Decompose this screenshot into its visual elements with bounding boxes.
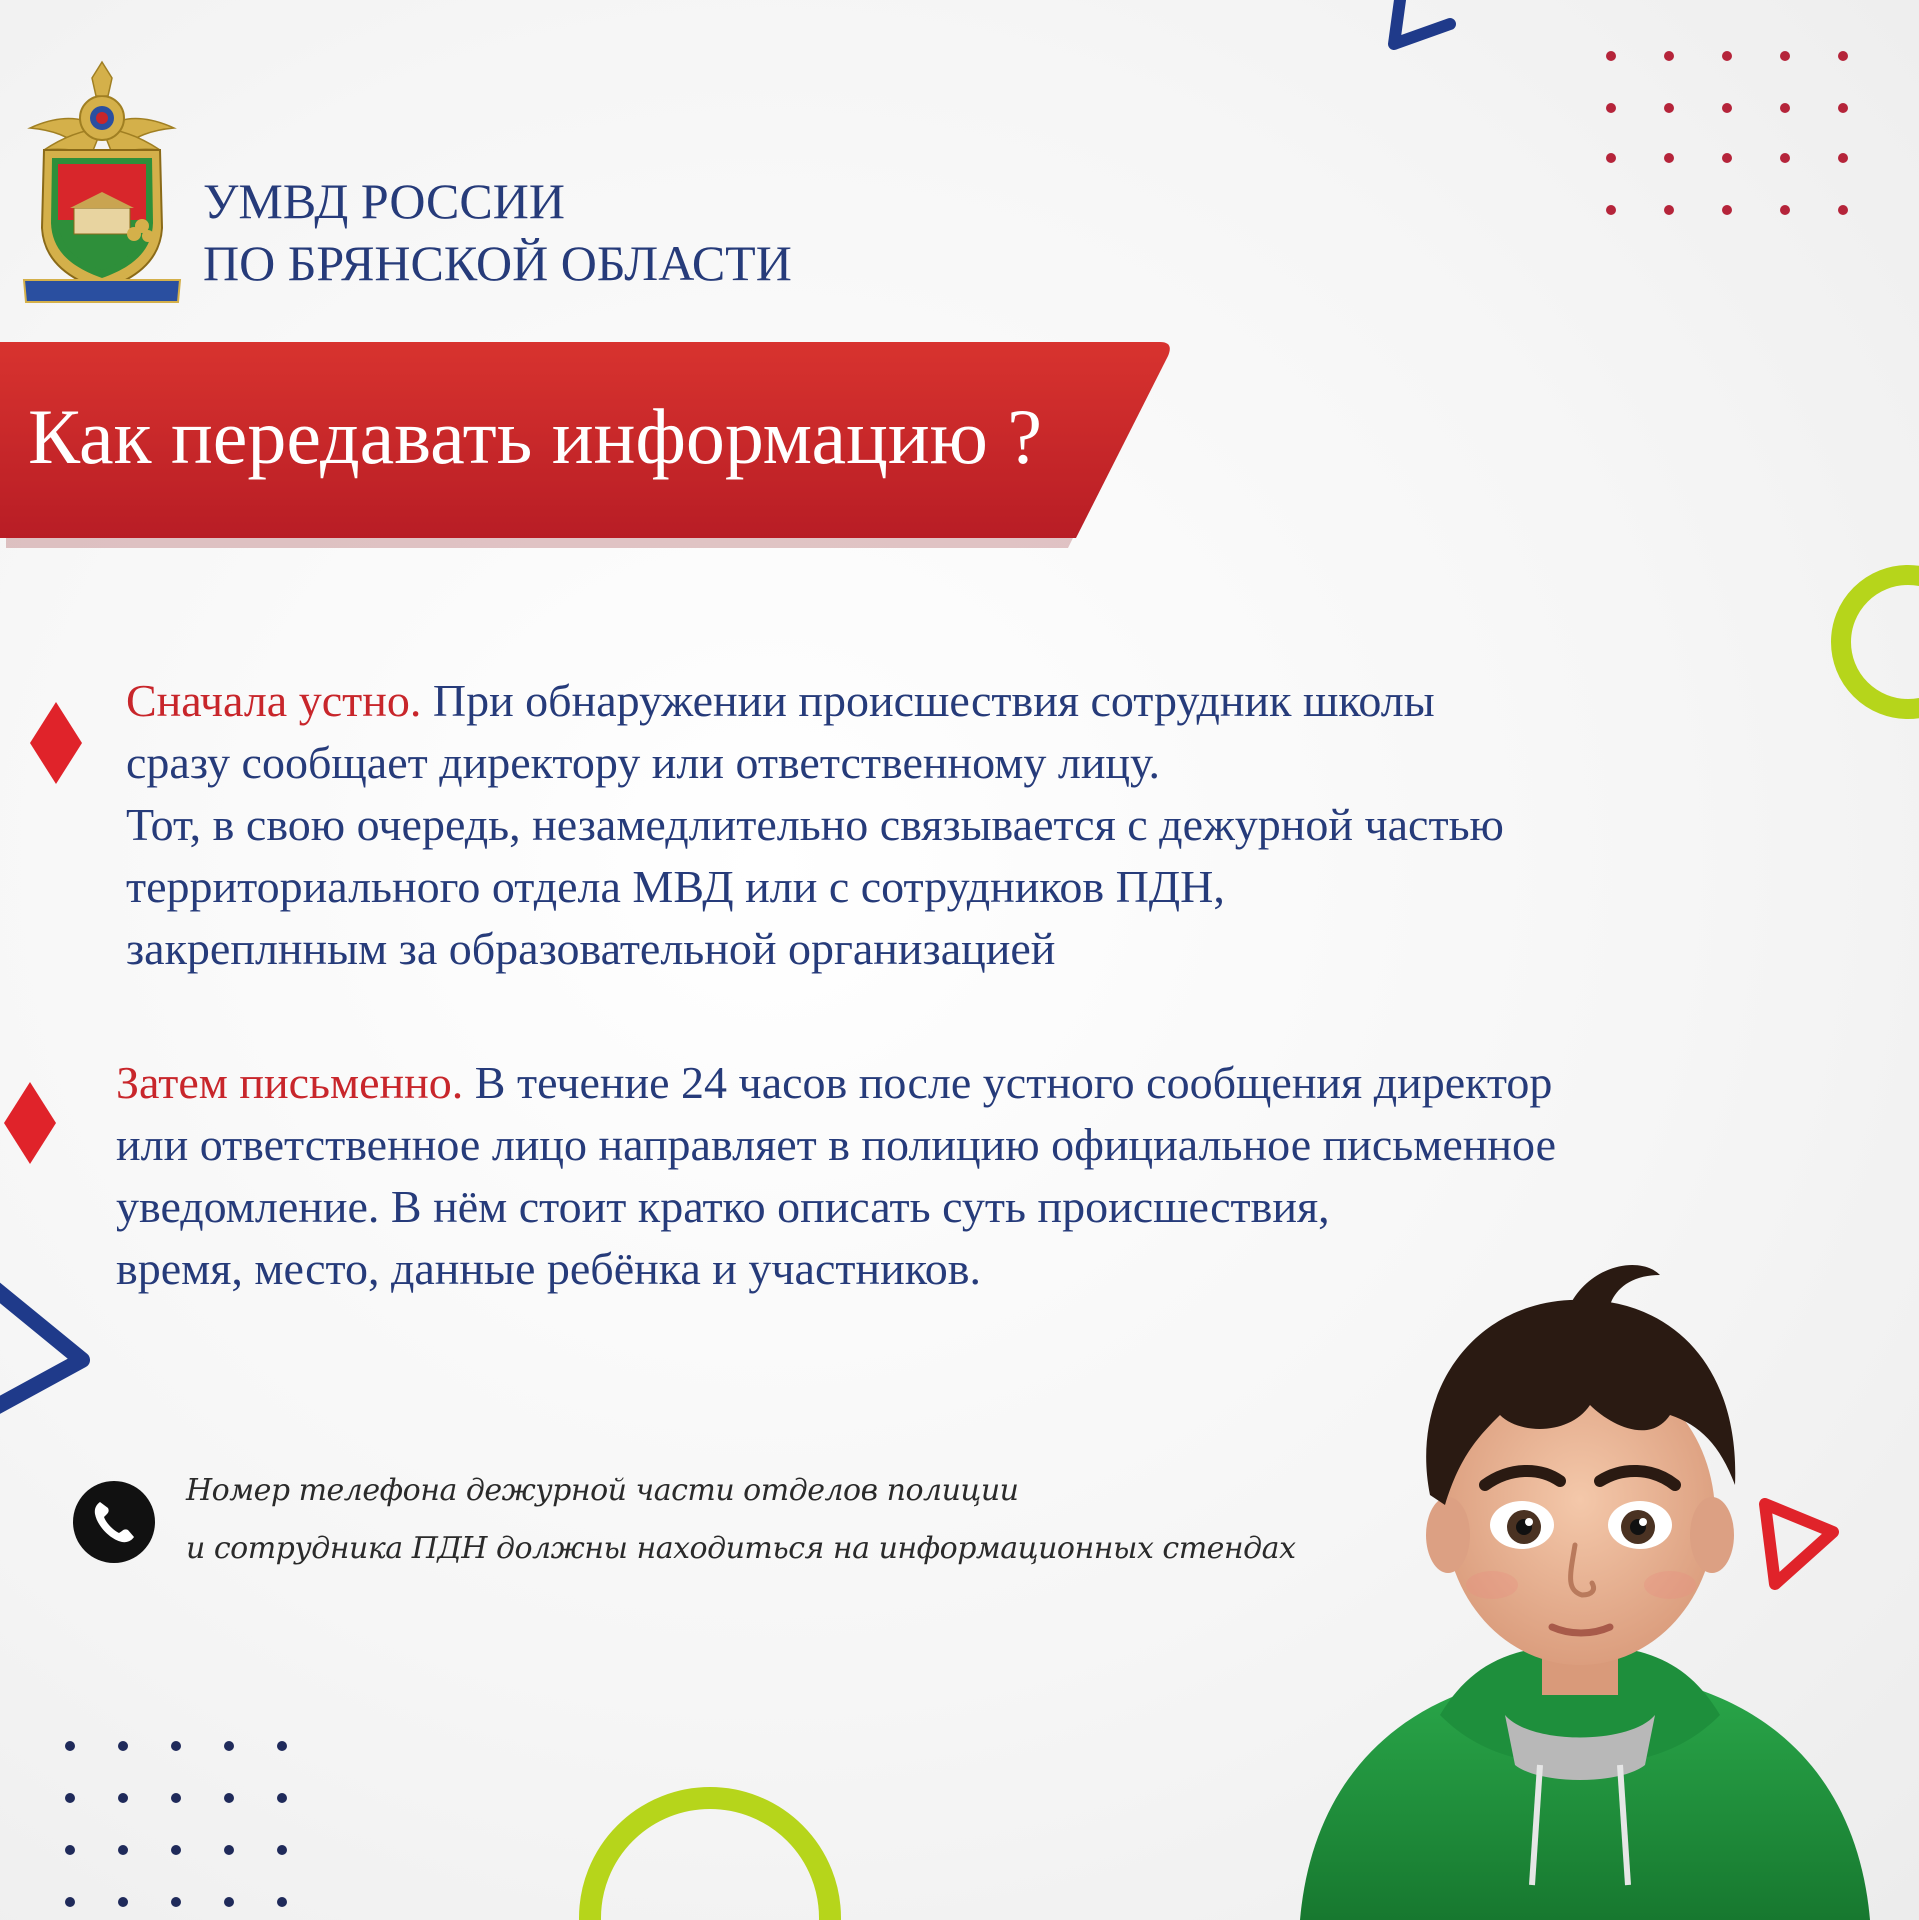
instruction-oral-line: При обнаружении происшествия сотрудник школы xyxy=(421,675,1435,726)
police-emblem-icon xyxy=(22,58,182,308)
instruction-written-lead: Затем письменно. xyxy=(116,1057,464,1108)
triangle-outline-icon xyxy=(0,1270,100,1420)
instruction-written-line: время, место, данные ребёнка и участников. xyxy=(116,1243,981,1294)
triangle-outline-icon xyxy=(1380,0,1470,60)
dot-grid-top-right xyxy=(1590,48,1890,228)
diamond-bullet-icon xyxy=(26,700,86,786)
ring-outline-icon xyxy=(560,1740,860,1920)
instruction-oral-line: Тот, в свою очередь, незамедлительно связывается с дежурной частью xyxy=(126,799,1504,850)
instruction-oral-lead: Сначала устно. xyxy=(126,675,422,726)
page-title: Как передавать информацию ? xyxy=(28,393,1042,480)
dot-grid-bottom-left xyxy=(50,1728,320,1920)
footer-note-line1: Номер телефона дежурной части отделов полиции xyxy=(186,1473,1019,1508)
phone-icon xyxy=(72,1480,156,1564)
organization-name-line1: УМВД РОССИИ xyxy=(203,173,565,229)
instruction-oral-line: закреплнным за образовательной организацией xyxy=(126,923,1056,974)
footer-note xyxy=(186,1462,1296,1578)
instruction-written-line: или ответственное лицо направляет в полицию официальное письменное xyxy=(116,1119,1556,1170)
boy-illustration xyxy=(1270,1245,1919,1920)
diamond-bullet-icon xyxy=(0,1080,60,1166)
organization-name xyxy=(203,170,792,294)
organization-name-line2: ПО БРЯНСКОЙ ОБЛАСТИ xyxy=(203,235,792,291)
instruction-written-line: уведомление. В нём стоит кратко описать суть происшествия, xyxy=(116,1181,1330,1232)
instruction-oral-line: территориального отдела МВД или с сотрудников ПДН, xyxy=(126,861,1225,912)
instruction-oral xyxy=(126,670,1846,980)
footer-note-line2: и сотрудника ПДН должны находиться на информационных стендах xyxy=(186,1531,1296,1566)
instruction-written-line: В течение 24 часов после устного сообщения директор xyxy=(463,1057,1553,1108)
instruction-oral-line: сразу сообщает директору или ответственному лицу. xyxy=(126,737,1160,788)
